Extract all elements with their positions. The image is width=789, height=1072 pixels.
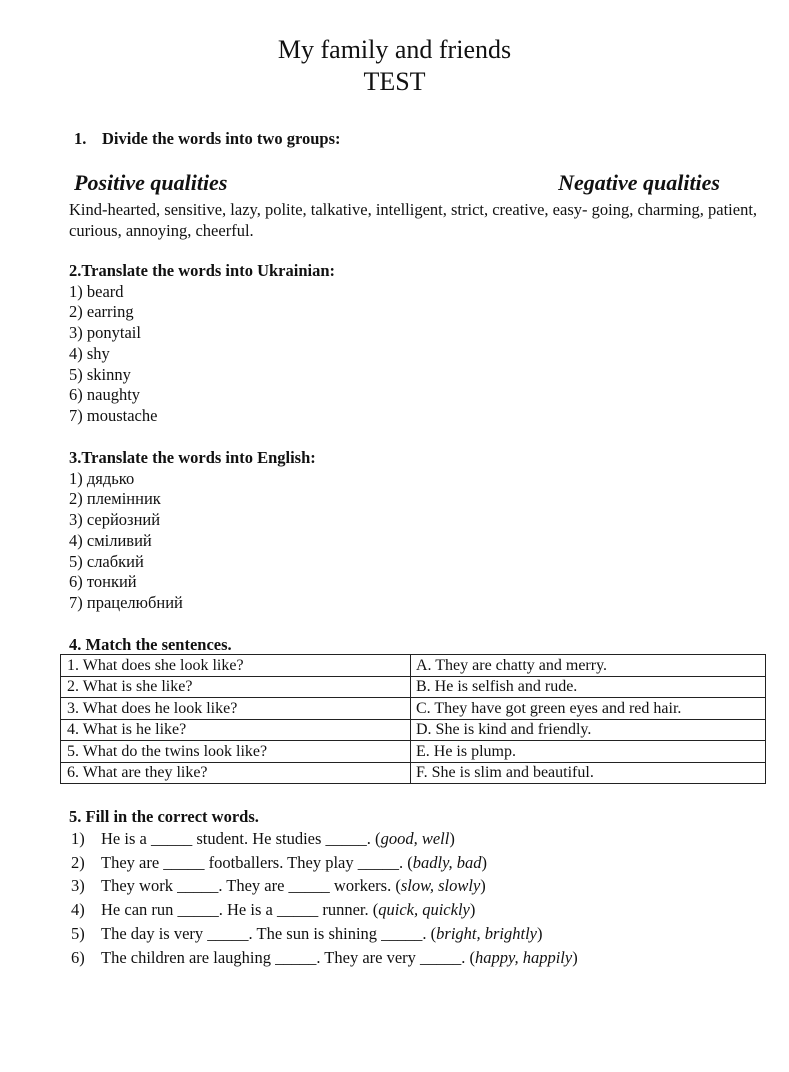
- qualities-header-row: [74, 170, 722, 198]
- document-subtitle: TEST: [363, 67, 426, 96]
- task2-section: [69, 261, 335, 427]
- item-number: 2): [71, 852, 85, 872]
- task3-section: [69, 448, 316, 614]
- word-hint: good, well: [380, 829, 450, 848]
- match-table: [60, 654, 766, 784]
- list-item: 6) тонкий: [69, 572, 137, 592]
- item-text: [101, 946, 578, 970]
- list-item: 7) moustache: [69, 405, 158, 425]
- fill-in-item: [69, 922, 578, 946]
- answer-cell: D. She is kind and friendly.: [411, 719, 766, 741]
- task3-list: [69, 469, 316, 614]
- item-text: [101, 874, 486, 898]
- answer-cell: B. He is selfish and rude.: [411, 676, 766, 698]
- sentence-text: The children are laughing _____. They are very _____. (: [101, 947, 476, 967]
- task4-heading: 4. Match the sentences.: [69, 635, 232, 654]
- item-number: 5): [71, 923, 85, 943]
- list-item: 1) дядько: [69, 468, 135, 488]
- question-cell: 3. What does he look like?: [61, 698, 411, 720]
- task3-heading: 3.Translate the words into English:: [69, 448, 316, 467]
- question-cell: 5. What do the twins look like?: [61, 741, 411, 763]
- list-item: 1) beard: [69, 281, 124, 301]
- word-list: Kind-hearted, sensitive, lazy, polite, talkative, intelligent, strict, creative, easy- going, charming, patient, curious, annoying, cheerful.: [69, 200, 758, 240]
- task1-heading: [74, 129, 341, 149]
- task1-heading-text: Divide the words into two groups:: [102, 129, 341, 148]
- word-hint: bright, brightly: [436, 923, 538, 943]
- answer-cell: C. They have got green eyes and red hair.: [411, 698, 766, 720]
- answer-cell: A. They are chatty and merry.: [411, 655, 766, 677]
- fill-in-item: [69, 898, 578, 922]
- list-item: 3) ponytail: [69, 323, 141, 343]
- answer-cell: F. She is slim and beautiful.: [411, 762, 766, 784]
- document-title-block: [0, 34, 789, 98]
- closing-paren: ): [572, 947, 578, 967]
- item-number: 6): [71, 947, 85, 967]
- word-hint: badly, bad: [412, 852, 482, 872]
- fill-in-item: [69, 946, 578, 970]
- fill-in-item: [69, 851, 578, 875]
- table-row: [61, 719, 766, 741]
- positive-qualities-label: Positive qualities: [74, 170, 228, 195]
- list-item: 4) сміливий: [69, 530, 152, 550]
- table-row: [61, 762, 766, 784]
- table-row: [61, 676, 766, 698]
- sentence-text: They work _____. They are _____ workers. (: [101, 876, 401, 896]
- table-row: [61, 698, 766, 720]
- sentence-text: They are _____ footballers. They play _____. (: [101, 852, 413, 872]
- list-item: 4) shy: [69, 343, 110, 363]
- item-text: [101, 922, 543, 946]
- document-title: My family and friends: [277, 35, 512, 64]
- list-item: 5) слабкий: [69, 551, 144, 571]
- item-number: 1): [71, 829, 85, 848]
- question-cell: 1. What does she look like?: [61, 655, 411, 677]
- task1-number: 1.: [74, 129, 87, 148]
- word-hint: quick, quickly: [378, 900, 470, 920]
- closing-paren: ): [469, 900, 476, 920]
- list-item: 5) skinny: [69, 364, 131, 384]
- task5-heading: 5. Fill in the correct words.: [69, 807, 259, 826]
- task2-list: [69, 282, 335, 427]
- item-number: 3): [71, 876, 85, 896]
- question-cell: 6. What are they like?: [61, 762, 411, 784]
- task2-heading: 2.Translate the words into Ukrainian:: [69, 261, 335, 280]
- item-text: [101, 898, 475, 922]
- sentence-text: He can run _____. He is a _____ runner. (: [101, 900, 379, 920]
- list-item: 7) працелюбний: [69, 592, 183, 612]
- list-item: 2) earring: [69, 302, 134, 322]
- closing-paren: ): [480, 876, 486, 896]
- table-row: [61, 741, 766, 763]
- sentence-text: The day is very _____. The sun is shining _____. (: [101, 923, 437, 943]
- item-number: 4): [71, 900, 85, 920]
- list-item: 2) племінник: [69, 489, 161, 509]
- item-text: [101, 851, 487, 875]
- sentence-text: He is a _____ student. He studies _____. (: [101, 829, 381, 848]
- closing-paren: ): [449, 829, 455, 848]
- table-row: [61, 655, 766, 677]
- question-cell: 4. What is he like?: [61, 719, 411, 741]
- fill-in-item: [69, 874, 578, 898]
- closing-paren: ): [481, 852, 487, 872]
- word-hint: slow, slowly: [400, 876, 481, 896]
- fill-in-item: [69, 827, 578, 851]
- list-item: 6) naughty: [69, 385, 141, 405]
- closing-paren: ): [537, 923, 543, 943]
- question-cell: 2. What is she like?: [61, 676, 411, 698]
- task5-section: [69, 807, 578, 969]
- item-text: [101, 827, 455, 851]
- answer-cell: E. He is plump.: [411, 741, 766, 763]
- list-item: 3) серйозний: [69, 510, 161, 530]
- negative-qualities-label: Negative qualities: [558, 170, 720, 195]
- word-hint: happy, happily: [475, 947, 573, 967]
